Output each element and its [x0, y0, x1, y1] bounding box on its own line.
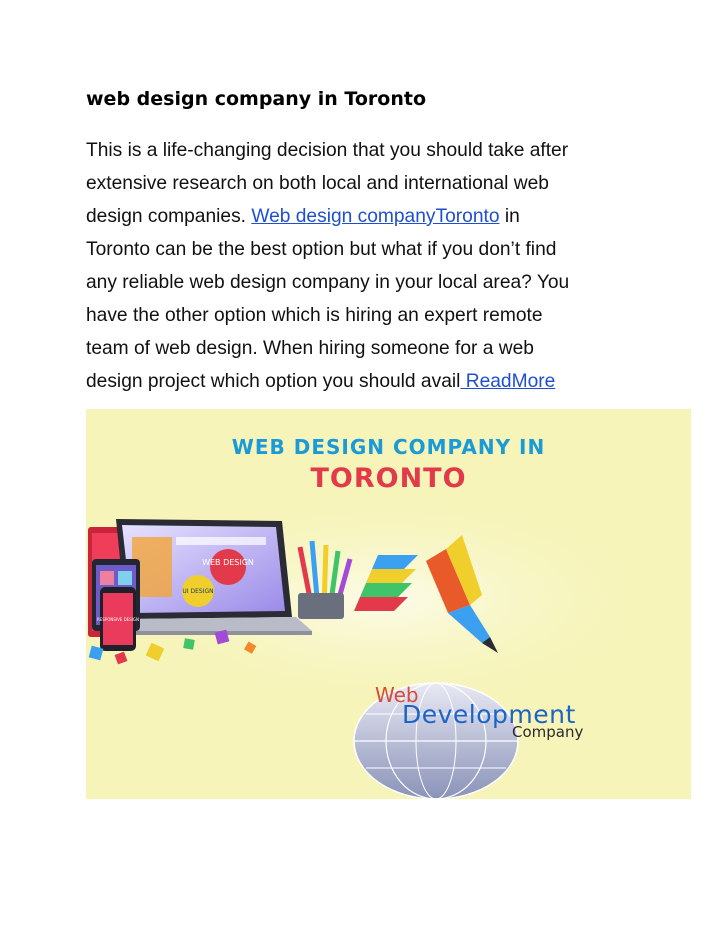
banner-title-line1: WEB DESIGN COMPANY IN — [231, 435, 546, 459]
paragraph-line: This is a life-changing decision that you should take after — [86, 140, 569, 161]
paragraph-line: team of web design. When hiring someone for a web — [86, 338, 534, 359]
paragraph-line — [86, 200, 646, 233]
paragraph-line: have the other option which is hiring an expert remote — [86, 305, 543, 326]
paragraph-text: design project which option you should avail — [86, 371, 461, 392]
paragraph-line — [86, 365, 646, 398]
read-more-link[interactable]: ReadMore — [460, 371, 556, 392]
logo-company-text: Company — [512, 723, 584, 741]
banner-title-line2: TORONTO — [310, 463, 467, 494]
screen-badge-web: WEB DESIGN — [202, 558, 254, 567]
paragraph-line: any reliable web design company in your local area? You — [86, 272, 570, 293]
page-title: web design company in Toronto — [86, 88, 426, 110]
paragraph-text: in — [499, 206, 520, 227]
paragraph-line: extensive research on both local and international web — [86, 173, 549, 194]
banner-image — [86, 409, 691, 799]
body-paragraph — [86, 134, 646, 398]
screen-badge-ui: UI DESIGN — [182, 588, 214, 595]
paragraph-line: Toronto can be the best option but what if you don’t find — [86, 239, 557, 260]
toronto-link[interactable]: Toronto — [435, 206, 500, 227]
phone-label: RESPONSIVE DESIGN — [96, 617, 140, 622]
logo-web-text: Web — [375, 683, 419, 707]
paragraph-text: design companies. — [86, 206, 252, 227]
web-design-company-link[interactable]: Web design company — [251, 206, 436, 227]
logo-development-text: Development — [402, 700, 576, 729]
laptop-icon — [110, 519, 312, 635]
